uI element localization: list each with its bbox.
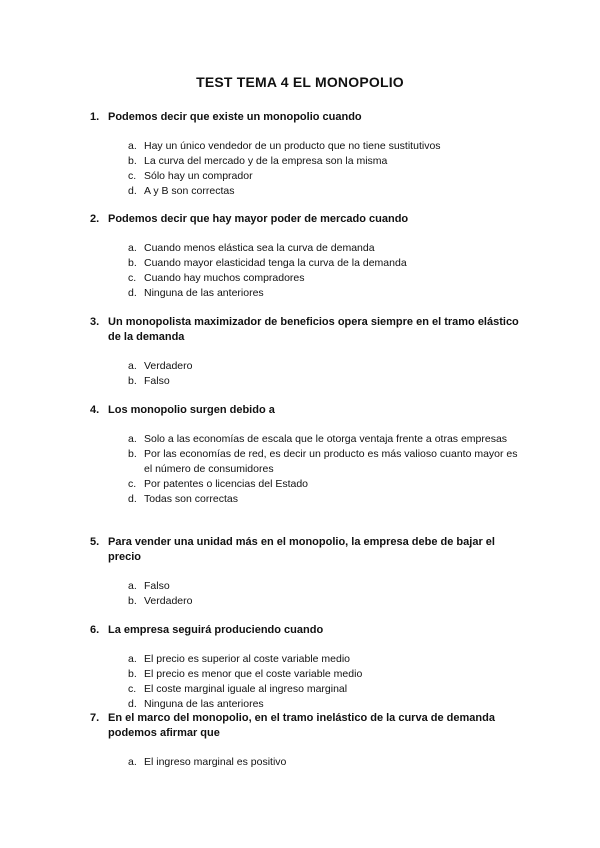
- option-letter: c.: [128, 478, 137, 490]
- option-item: [0, 169, 600, 184]
- option-letter: b.: [128, 448, 137, 460]
- question-1: [0, 110, 600, 199]
- question-number: 3.: [90, 316, 100, 328]
- option-item: [0, 594, 600, 609]
- question-header: [0, 403, 600, 418]
- option-letter: c.: [128, 170, 137, 182]
- options-list: [0, 652, 600, 712]
- option-item: [0, 579, 600, 594]
- option-letter: d.: [128, 287, 137, 299]
- option-letter: c.: [128, 683, 137, 695]
- option-item: [0, 652, 600, 667]
- option-letter: b.: [128, 257, 137, 269]
- question-text: Los monopolio surgen debido a: [108, 404, 275, 416]
- question-header: [0, 212, 600, 227]
- question-number: 1.: [90, 111, 100, 123]
- option-letter: a.: [128, 242, 137, 254]
- option-letter: a.: [128, 360, 137, 372]
- option-letter: b.: [128, 155, 137, 167]
- options-list: [0, 755, 600, 770]
- question-text: Para vender una unidad más en el monopolio, la empresa debe de bajar el precio: [108, 536, 495, 563]
- option-text: Hay un único vendedor de un producto que no tiene sustitutivos: [144, 140, 441, 152]
- option-text: Cuando hay muchos compradores: [144, 272, 305, 284]
- option-item: [0, 154, 600, 169]
- option-item: [0, 667, 600, 682]
- option-item: [0, 755, 600, 770]
- option-item: [0, 374, 600, 389]
- option-item: [0, 139, 600, 154]
- option-text: Todas son correctas: [144, 493, 238, 505]
- option-item: [0, 477, 600, 492]
- options-list: [0, 359, 600, 389]
- option-item: [0, 184, 600, 199]
- question-text: Un monopolista maximizador de beneficios opera siempre en el tramo elástico de la demanda: [108, 316, 519, 343]
- option-letter: a.: [128, 433, 137, 445]
- question-header: [0, 623, 600, 638]
- question-number: 2.: [90, 213, 100, 225]
- option-item: [0, 492, 600, 507]
- option-item: [0, 697, 600, 712]
- question-4: [0, 403, 600, 507]
- option-text: Falso: [144, 580, 170, 592]
- option-text: Por patentes o licencias del Estado: [144, 478, 309, 490]
- option-item: [0, 241, 600, 256]
- option-item: [0, 256, 600, 271]
- option-letter: a.: [128, 580, 137, 592]
- option-item: [0, 447, 600, 477]
- question-7: [0, 711, 600, 770]
- question-header: [0, 110, 600, 125]
- option-text: La curva del mercado y de la empresa son la misma: [144, 155, 388, 167]
- question-3: [0, 315, 600, 389]
- option-text: El precio es menor que el coste variable medio: [144, 668, 363, 680]
- question-number: 7.: [90, 712, 100, 724]
- option-text: Verdadero: [144, 360, 193, 372]
- option-item: [0, 271, 600, 286]
- option-item: [0, 432, 600, 447]
- option-text: El precio es superior al coste variable medio: [144, 653, 351, 665]
- question-number: 6.: [90, 624, 100, 636]
- option-text: Por las economías de red, es decir un producto es más valioso cuanto mayor es el número de consumidores: [144, 448, 518, 475]
- option-text: El ingreso marginal es positivo: [144, 756, 287, 768]
- option-text: A y B son correctas: [144, 185, 235, 197]
- question-5: [0, 535, 600, 609]
- question-6: [0, 623, 600, 712]
- question-text: La empresa seguirá produciendo cuando: [108, 624, 324, 636]
- question-header: [0, 711, 600, 741]
- option-letter: d.: [128, 185, 137, 197]
- options-list: [0, 139, 600, 199]
- question-text: Podemos decir que existe un monopolio cuando: [108, 111, 362, 123]
- page-title: TEST TEMA 4 EL MONOPOLIO: [196, 74, 404, 90]
- option-text: Ninguna de las anteriores: [144, 698, 264, 710]
- option-text: Verdadero: [144, 595, 193, 607]
- options-list: [0, 579, 600, 609]
- option-letter: a.: [128, 756, 137, 768]
- question-2: [0, 212, 600, 301]
- option-item: [0, 286, 600, 301]
- option-text: Ninguna de las anteriores: [144, 287, 264, 299]
- question-number: 4.: [90, 404, 100, 416]
- question-text: Podemos decir que hay mayor poder de mercado cuando: [108, 213, 409, 225]
- option-text: El coste marginal iguale al ingreso marginal: [144, 683, 348, 695]
- option-text: Solo a las economías de escala que le otorga ventaja frente a otras empresas: [144, 433, 508, 445]
- option-letter: b.: [128, 375, 137, 387]
- option-text: Cuando mayor elasticidad tenga la curva de la demanda: [144, 257, 407, 269]
- option-item: [0, 359, 600, 374]
- option-letter: b.: [128, 668, 137, 680]
- option-letter: b.: [128, 595, 137, 607]
- option-item: [0, 682, 600, 697]
- options-list: [0, 432, 600, 507]
- option-text: Sólo hay un comprador: [144, 170, 253, 182]
- option-letter: d.: [128, 698, 137, 710]
- question-header: [0, 315, 600, 345]
- options-list: [0, 241, 600, 301]
- option-text: Falso: [144, 375, 170, 387]
- option-letter: a.: [128, 653, 137, 665]
- option-text: Cuando menos elástica sea la curva de demanda: [144, 242, 375, 254]
- question-text: En el marco del monopolio, en el tramo inelástico de la curva de demanda podemos afirmar que: [108, 712, 495, 739]
- question-header: [0, 535, 600, 565]
- option-letter: c.: [128, 272, 137, 284]
- question-number: 5.: [90, 536, 100, 548]
- option-letter: d.: [128, 493, 137, 505]
- option-letter: a.: [128, 140, 137, 152]
